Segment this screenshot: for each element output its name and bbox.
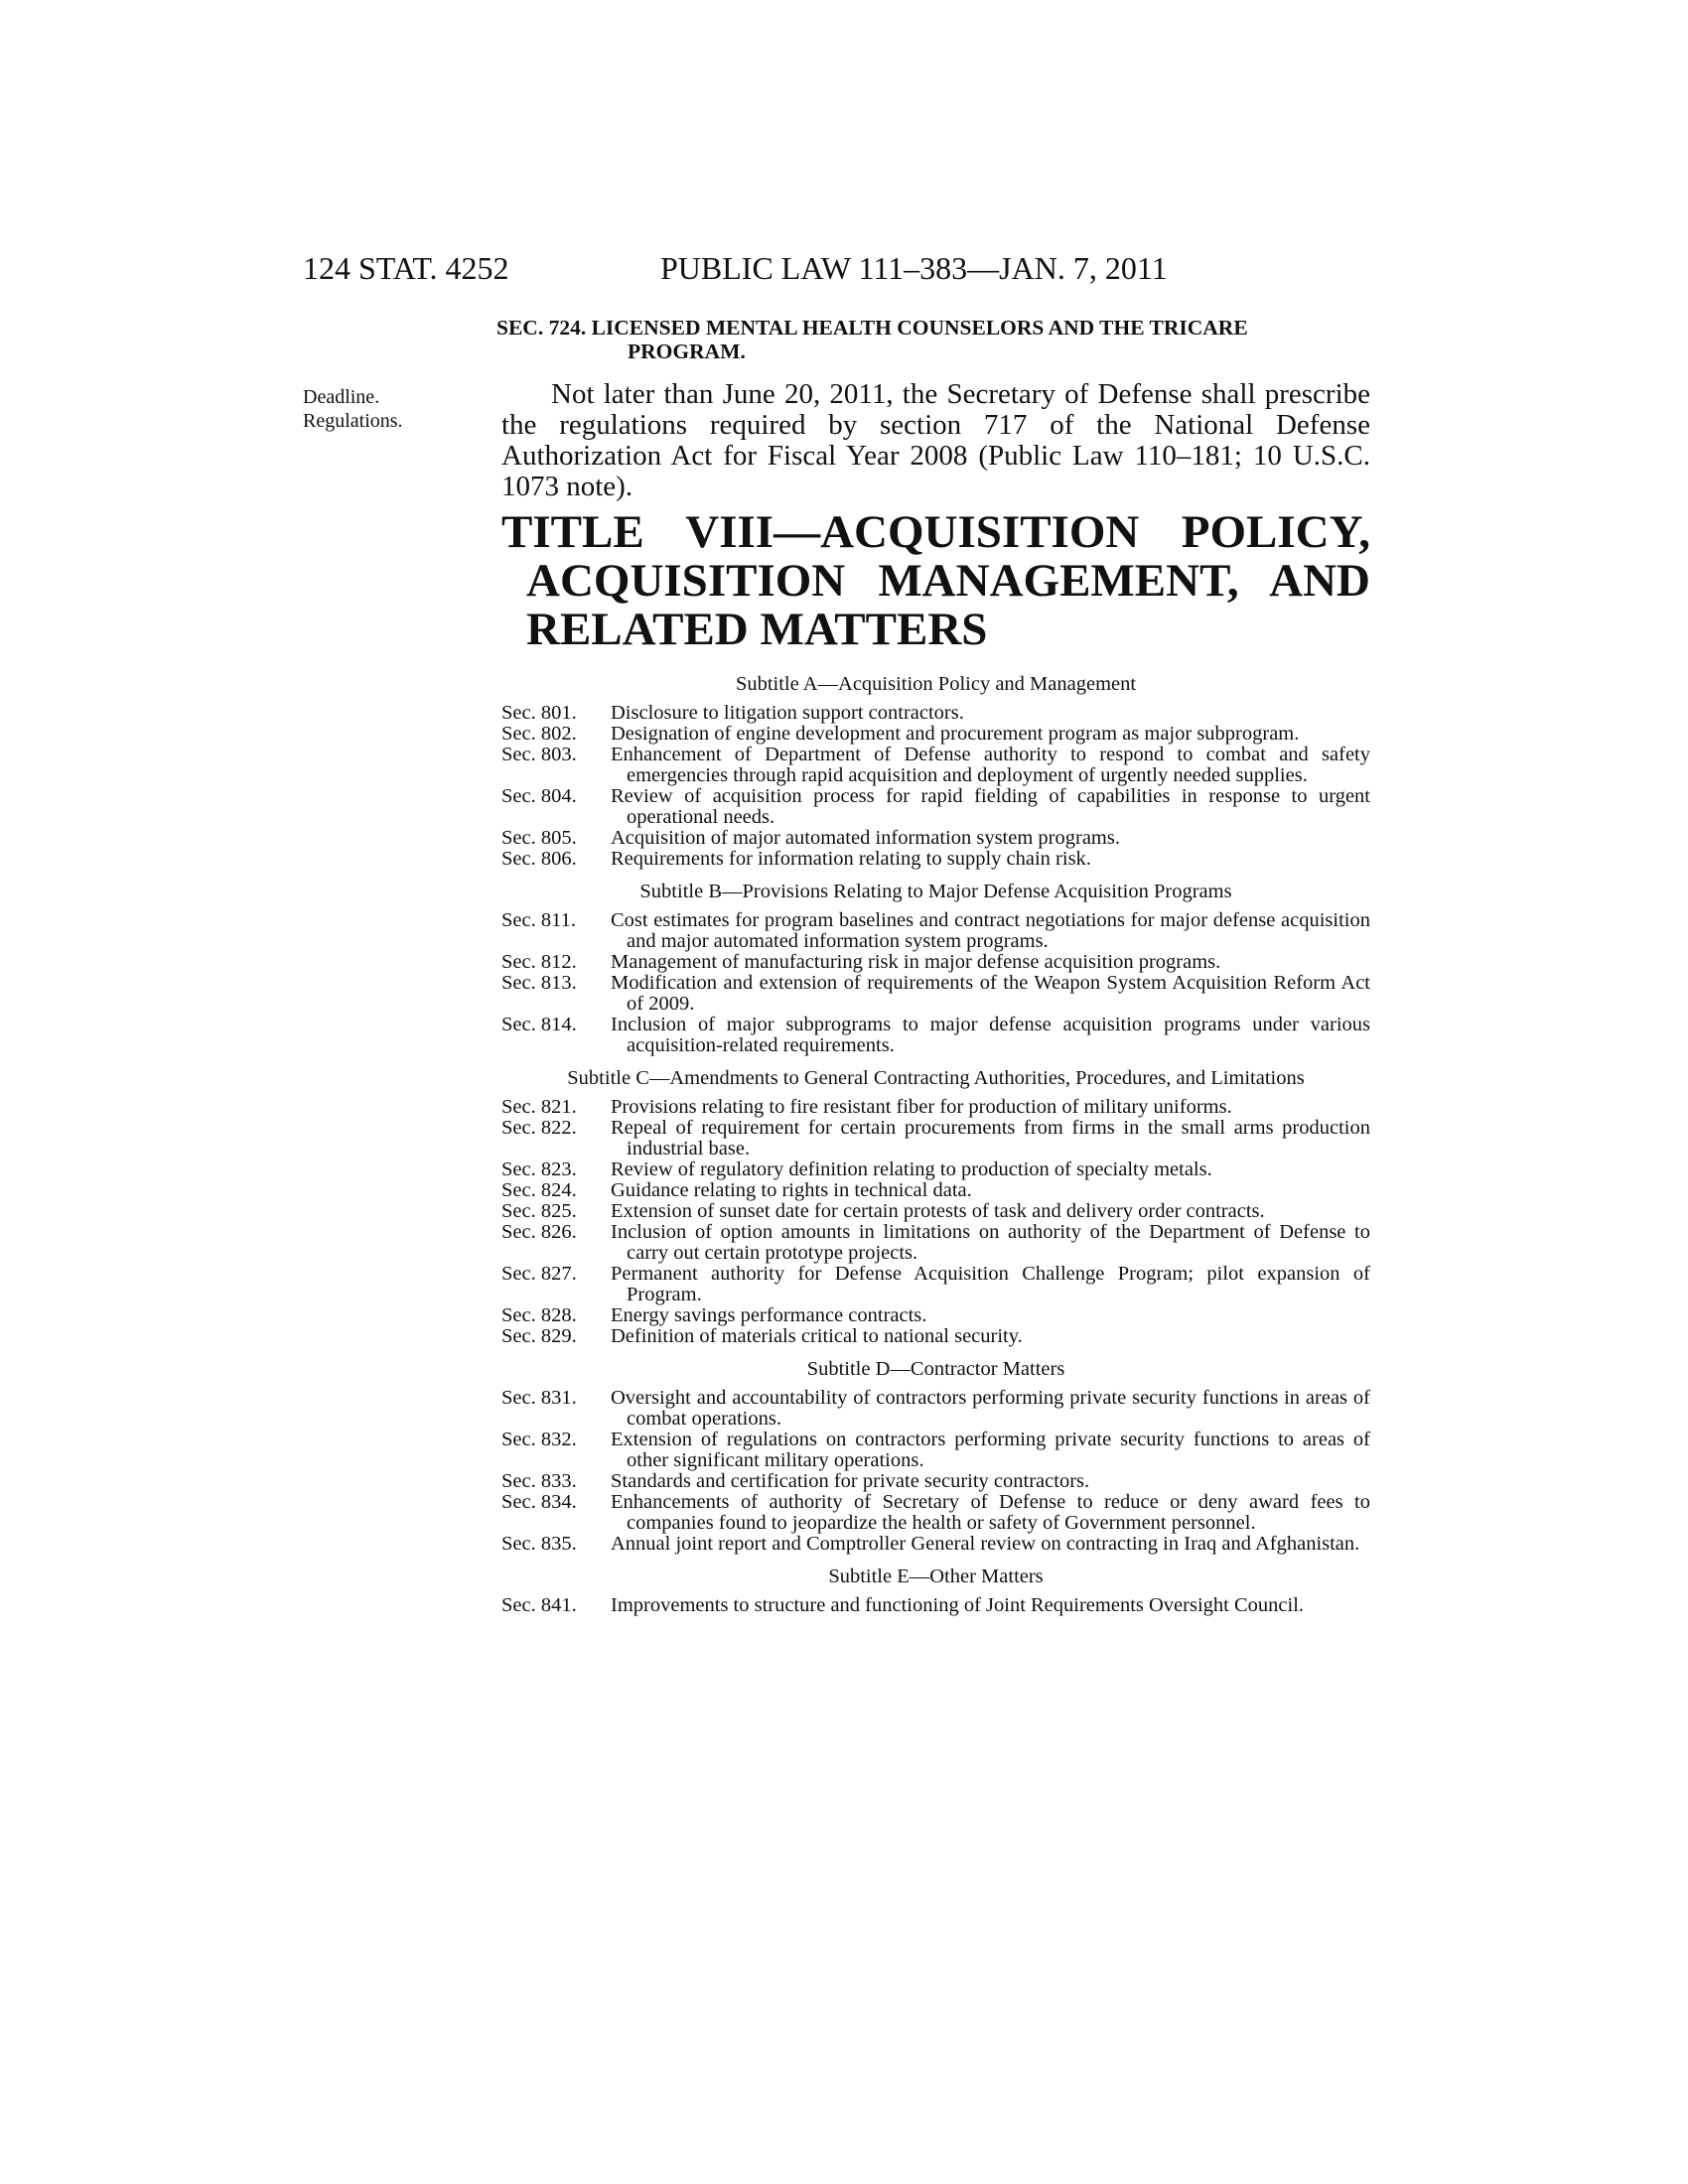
toc-section-number: Sec. 832. <box>501 1429 577 1450</box>
toc-entry <box>501 1430 1370 1471</box>
toc-entry <box>501 1305 1370 1326</box>
toc-section-number: Sec. 822. <box>501 1117 577 1139</box>
toc-subtitle-group <box>501 672 1370 870</box>
margin-note-regulations: Regulations. <box>303 410 403 432</box>
toc-section-number: Sec. 824. <box>501 1179 577 1201</box>
toc-section-title: Extension of sunset date for certain protests of task and delivery order contracts. <box>611 1200 1265 1222</box>
toc-entry <box>501 849 1370 870</box>
toc-section-title: Standards and certification for private security contractors. <box>611 1470 1090 1492</box>
stat-page-number: 124 STAT. 4252 <box>303 250 509 286</box>
toc-section-title: Repeal of requirement for certain procurements from firms in the small arms production industrial base. <box>611 1117 1370 1160</box>
toc-section-number: Sec. 835. <box>501 1533 577 1555</box>
toc-section-title: Inclusion of major subprograms to major defense acquisition programs under various acquisition-related requirements. <box>611 1014 1370 1056</box>
toc-section-number: Sec. 826. <box>501 1221 577 1243</box>
toc-section-number: Sec. 805. <box>501 827 577 849</box>
toc-entry <box>501 828 1370 849</box>
toc-entry <box>501 724 1370 745</box>
toc-subtitle-group <box>501 1066 1370 1347</box>
toc-section-number: Sec. 811. <box>501 909 576 931</box>
toc-section-title: Disclosure to litigation support contractors. <box>611 702 964 724</box>
toc-section-title: Designation of engine development and procurement program as major subprogram. <box>611 723 1300 745</box>
toc-entry <box>501 1180 1370 1201</box>
toc-entry <box>501 1015 1370 1056</box>
toc-section-number: Sec. 806. <box>501 848 577 870</box>
margin-notes <box>303 385 452 433</box>
toc-section-title: Cost estimates for program baselines and contract negotiations for major defense acquisition and major automated information system programs. <box>611 909 1370 952</box>
toc-section-title: Extension of regulations on contractors performing private security functions to areas of other significant military operations. <box>611 1429 1370 1471</box>
toc-section-number: Sec. 834. <box>501 1491 577 1513</box>
toc-entry <box>501 1222 1370 1264</box>
toc-section-title: Provisions relating to fire resistant fiber for production of military uniforms. <box>611 1096 1232 1118</box>
toc-entry <box>501 952 1370 973</box>
toc-section-number: Sec. 833. <box>501 1470 577 1492</box>
toc-section-title: Annual joint report and Comptroller General review on contracting in Iraq and Afghanistan. <box>611 1533 1360 1555</box>
toc-section-number: Sec. 821. <box>501 1096 577 1118</box>
toc-section-title: Improvements to structure and functioning of Joint Requirements Oversight Council. <box>611 1594 1305 1616</box>
toc-section-title: Definition of materials critical to national security. <box>611 1325 1023 1347</box>
toc-entry <box>501 1118 1370 1160</box>
table-of-contents <box>501 672 1370 1626</box>
toc-section-title: Review of regulatory definition relating to production of specialty metals. <box>611 1159 1212 1180</box>
toc-entry <box>501 1097 1370 1118</box>
toc-section-title: Energy savings performance contracts. <box>611 1304 927 1326</box>
toc-entry <box>501 1326 1370 1347</box>
toc-section-number: Sec. 827. <box>501 1263 577 1285</box>
toc-section-number: Sec. 829. <box>501 1325 577 1347</box>
section-heading-line-2: PROGRAM. <box>628 340 746 363</box>
toc-subtitle: Subtitle B—Provisions Relating to Major Defense Acquisition Programs <box>639 881 1232 902</box>
toc-entry <box>501 1534 1370 1555</box>
section-heading-line-1: SEC. 724. LICENSED MENTAL HEALTH COUNSELORS AND THE TRICARE <box>496 316 1248 340</box>
running-head <box>303 248 1370 288</box>
toc-section-number: Sec. 813. <box>501 972 577 994</box>
toc-section-title: Oversight and accountability of contractors performing private security functions in areas of combat operations. <box>611 1387 1370 1430</box>
toc-subtitle-group <box>501 880 1370 1056</box>
toc-section-number: Sec. 804. <box>501 785 577 807</box>
public-law-citation: PUBLIC LAW 111–383—JAN. 7, 2011 <box>660 250 1168 286</box>
toc-section-number: Sec. 823. <box>501 1159 577 1180</box>
toc-section-title: Management of manufacturing risk in major defense acquisition programs. <box>611 951 1221 973</box>
section-heading <box>496 316 1370 363</box>
toc-subtitle-group <box>501 1565 1370 1616</box>
toc-section-number: Sec. 803. <box>501 744 577 765</box>
toc-entry <box>501 786 1370 828</box>
toc-section-title: Permanent authority for Defense Acquisition Challenge Program; pilot expansion of Program. <box>611 1263 1370 1305</box>
toc-section-number: Sec. 812. <box>501 951 577 973</box>
toc-section-number: Sec. 802. <box>501 723 577 745</box>
toc-section-number: Sec. 801. <box>501 702 577 724</box>
toc-section-number: Sec. 841. <box>501 1594 577 1616</box>
margin-note-deadline: Deadline. <box>303 386 380 408</box>
section-body-text: Not later than June 20, 2011, the Secretary of Defense shall prescribe the regulations required by section 717 of the National Defense Authorization Act for Fiscal Year 2008 (Public Law 110–181; 10 U.S.C. 1073 note). <box>501 378 1370 502</box>
toc-section-title: Enhancement of Department of Defense authority to respond to combat and safety emergencies through rapid acquisition and deployment of urgently needed supplies. <box>611 744 1370 786</box>
toc-entry <box>501 1160 1370 1180</box>
toc-subtitle: Subtitle E—Other Matters <box>828 1566 1044 1587</box>
toc-subtitle: Subtitle D—Contractor Matters <box>806 1358 1065 1380</box>
toc-entry <box>501 1595 1370 1616</box>
toc-entry <box>501 703 1370 724</box>
toc-subtitle: Subtitle C—Amendments to General Contracting Authorities, Procedures, and Limitations <box>567 1067 1305 1089</box>
toc-entry <box>501 1264 1370 1305</box>
toc-section-number: Sec. 831. <box>501 1387 577 1409</box>
toc-entry <box>501 745 1370 786</box>
toc-section-title: Modification and extension of requirements of the Weapon System Acquisition Reform Act of 2009. <box>611 972 1370 1015</box>
toc-entry <box>501 1388 1370 1430</box>
toc-entry <box>501 910 1370 952</box>
toc-section-title: Guidance relating to rights in technical data. <box>611 1179 972 1201</box>
toc-entry <box>501 1492 1370 1534</box>
toc-section-number: Sec. 814. <box>501 1014 577 1035</box>
toc-section-title: Review of acquisition process for rapid fielding of capabilities in response to urgent operational needs. <box>611 785 1370 828</box>
toc-section-number: Sec. 825. <box>501 1200 577 1222</box>
title-heading: TITLE VIII—ACQUISITION POLICY, ACQUISITION MANAGEMENT, AND RELATED MATTERS <box>501 506 1370 655</box>
toc-section-title: Enhancements of authority of Secretary of Defense to reduce or deny award fees to companies found to jeopardize the health or safety of Government personnel. <box>611 1491 1370 1534</box>
toc-subtitle-group <box>501 1357 1370 1555</box>
toc-subtitle: Subtitle A—Acquisition Policy and Management <box>735 673 1137 695</box>
toc-section-number: Sec. 828. <box>501 1304 577 1326</box>
toc-entry <box>501 973 1370 1015</box>
toc-section-title: Acquisition of major automated information system programs. <box>611 827 1120 849</box>
toc-entry <box>501 1201 1370 1222</box>
toc-section-title: Requirements for information relating to supply chain risk. <box>611 848 1091 870</box>
toc-section-title: Inclusion of option amounts in limitations on authority of the Department of Defense to carry out certain prototype projects. <box>611 1221 1370 1264</box>
toc-entry <box>501 1471 1370 1492</box>
